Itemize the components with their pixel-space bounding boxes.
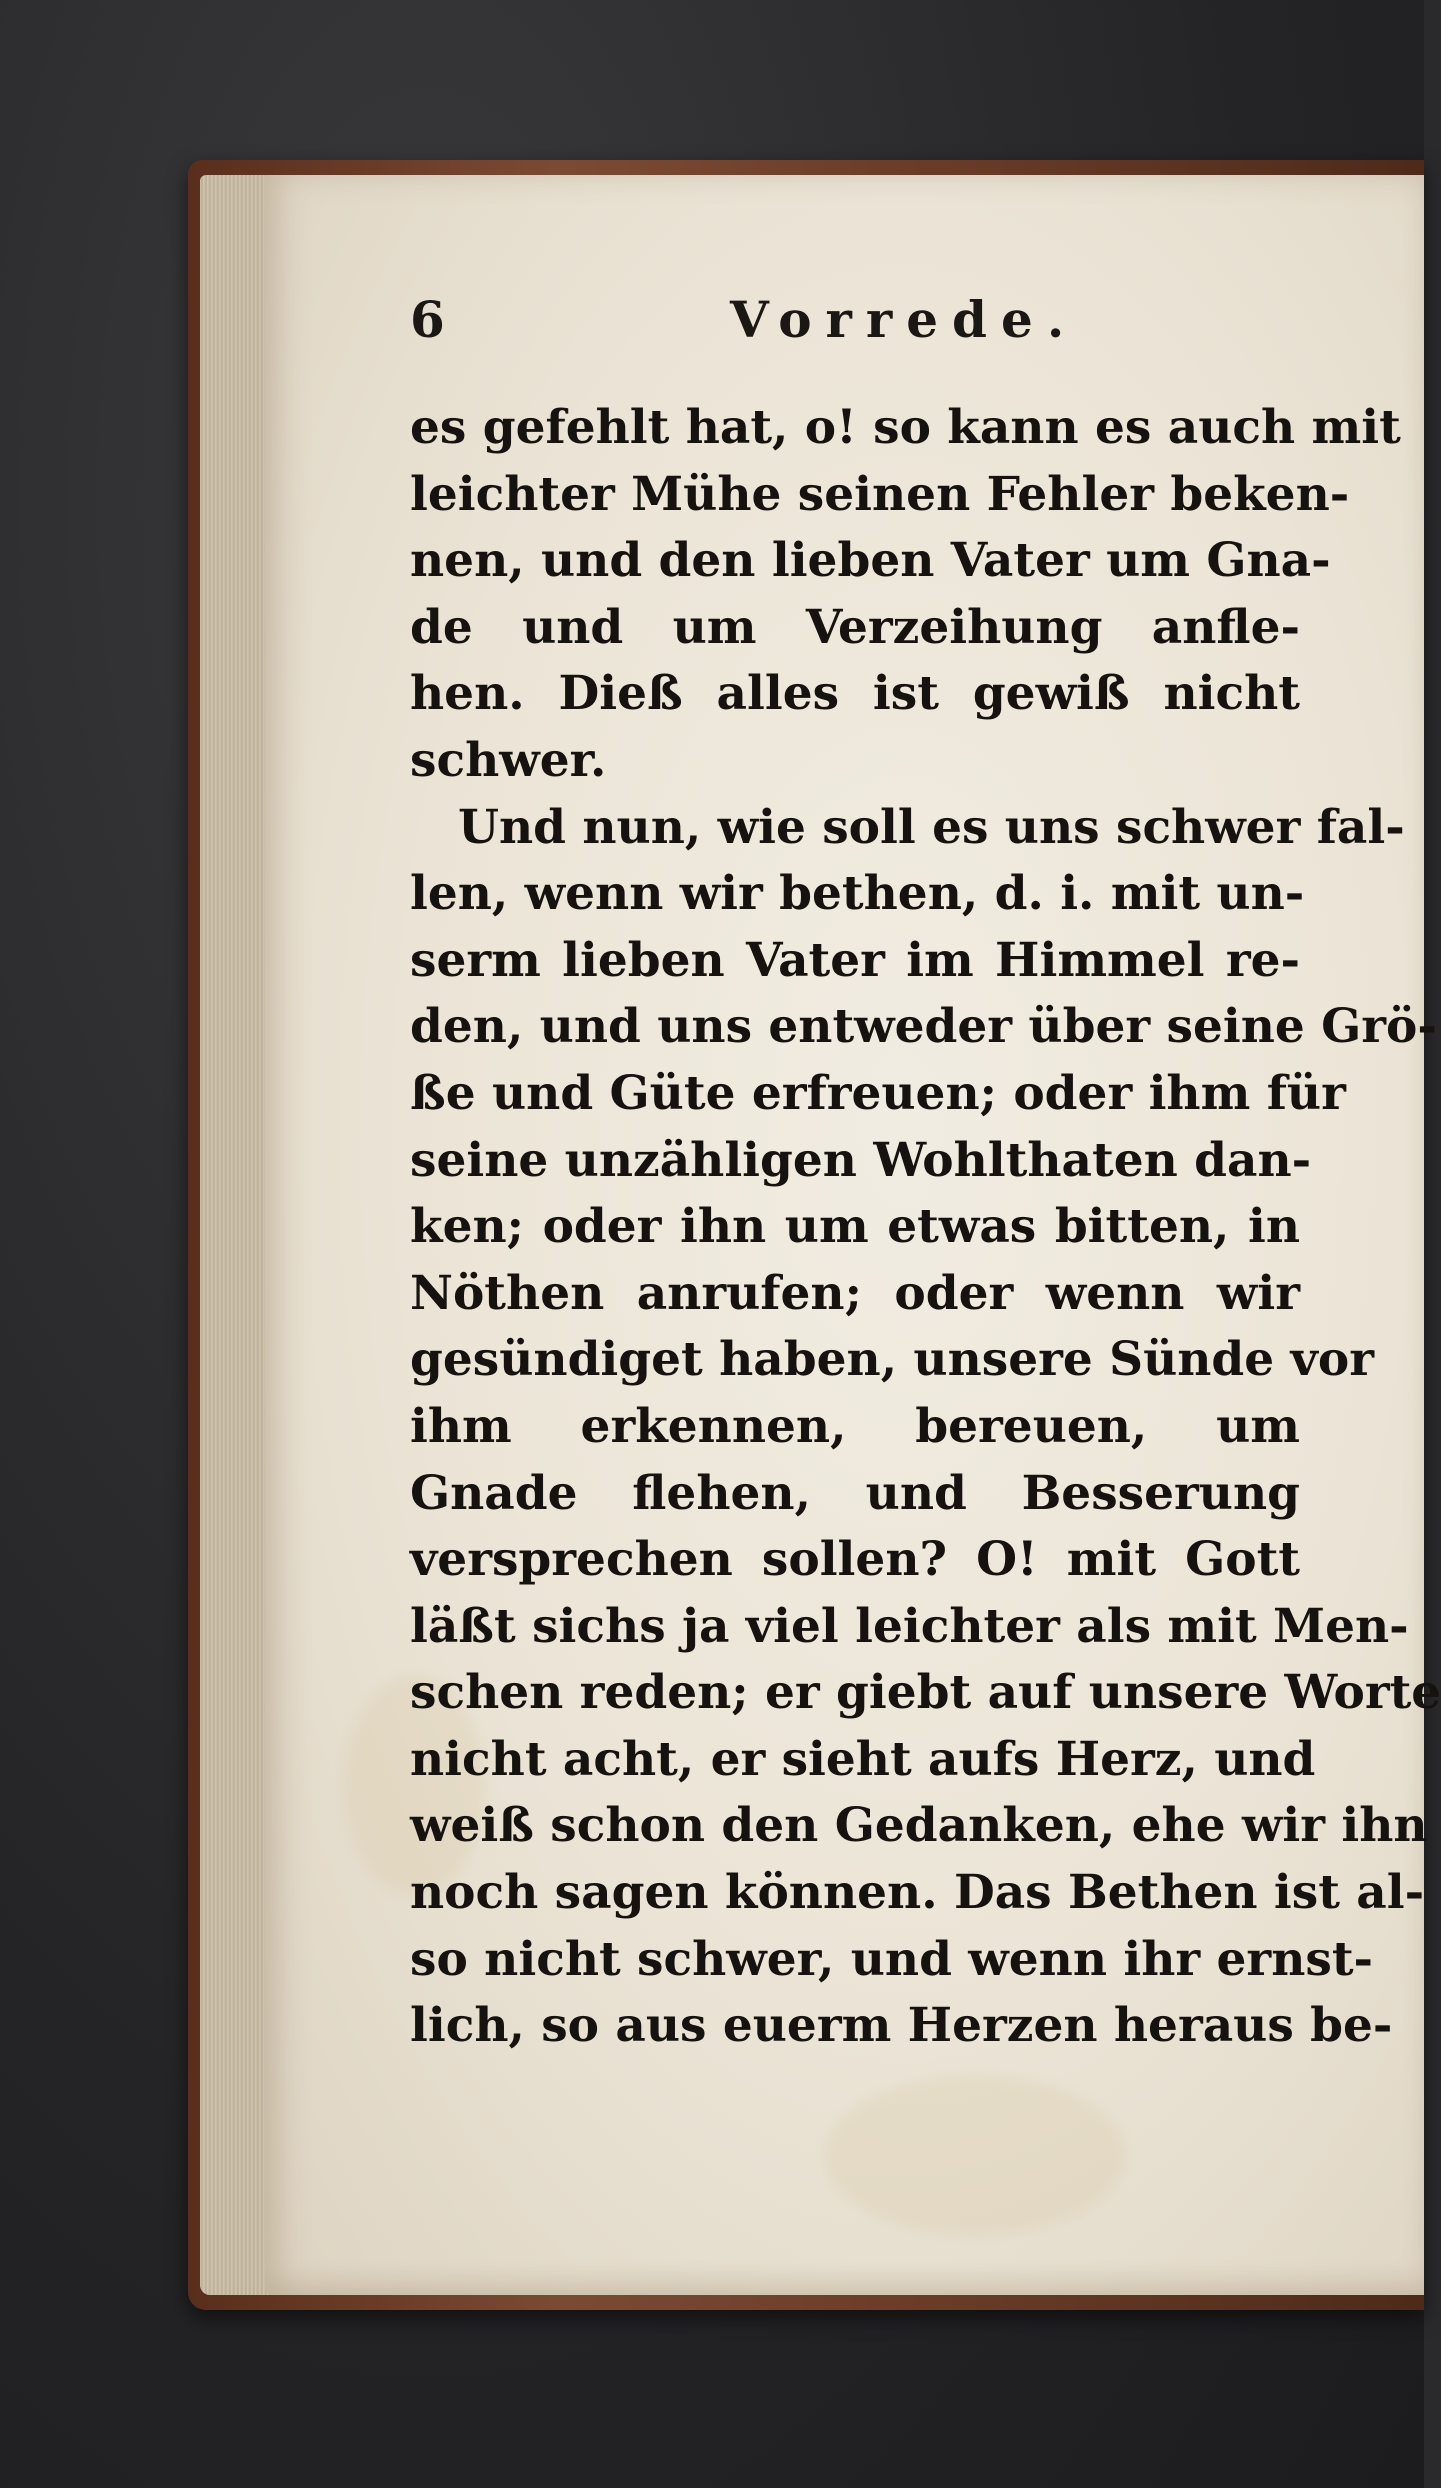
text-line: Nöthen anrufen; oder wenn wir bbox=[410, 1265, 1300, 1321]
page-number: 6 bbox=[410, 290, 445, 349]
text-line: ße und Güte erfreuen; oder ihm für bbox=[410, 1065, 1346, 1121]
text-line: läßt sichs ja viel leichter als mit Men- bbox=[410, 1598, 1409, 1654]
page-header bbox=[410, 290, 1290, 360]
paper-stain bbox=[825, 2075, 1125, 2235]
text-line: ken; oder ihn um etwas bitten, in bbox=[410, 1199, 1300, 1255]
text-line: Gnade flehen, und Besserung bbox=[410, 1465, 1300, 1521]
text-line: Und nun, wie soll es uns schwer fal- bbox=[458, 799, 1405, 855]
text-line: schen reden; er giebt auf unsere Worte bbox=[410, 1665, 1441, 1721]
text-line: hen. Dieß alles ist gewiß nicht bbox=[410, 666, 1300, 722]
text-line: weiß schon den Gedanken, ehe wir ihn bbox=[410, 1798, 1428, 1854]
running-title: Vorrede. bbox=[730, 290, 1079, 349]
text-line: schwer. bbox=[410, 732, 607, 788]
text-line: serm lieben Vater im Himmel re- bbox=[410, 932, 1300, 988]
text-line: noch sagen können. Das Bethen ist al- bbox=[410, 1865, 1425, 1921]
text-line: den, und uns entweder über seine Grö- bbox=[410, 999, 1437, 1055]
text-line: ihm erkennen, bereuen, um bbox=[410, 1398, 1300, 1454]
text-line: nicht acht, er sieht aufs Herz, und bbox=[410, 1731, 1316, 1787]
text-line: nen, und den lieben Vater um Gna- bbox=[410, 533, 1331, 589]
text-line: len, wenn wir bethen, d. i. mit un- bbox=[410, 866, 1305, 922]
body-text bbox=[410, 395, 1441, 2060]
text-line: so nicht schwer, und wenn ihr ernst- bbox=[410, 1931, 1374, 1987]
text-line: es gefehlt hat, o! so kann es auch mit bbox=[410, 400, 1401, 455]
text-line: leichter Mühe seinen Fehler beken- bbox=[410, 466, 1350, 522]
text-line: lich, so aus euerm Herzen heraus be- bbox=[410, 1998, 1393, 2054]
text-line: versprechen sollen? O! mit Gott bbox=[410, 1532, 1300, 1588]
text-line: seine unzähligen Wohlthaten dan- bbox=[410, 1132, 1312, 1188]
text-line: gesündiget haben, unsere Sünde vor bbox=[410, 1332, 1374, 1388]
text-line: de und um Verzeihung anfle- bbox=[410, 599, 1300, 655]
